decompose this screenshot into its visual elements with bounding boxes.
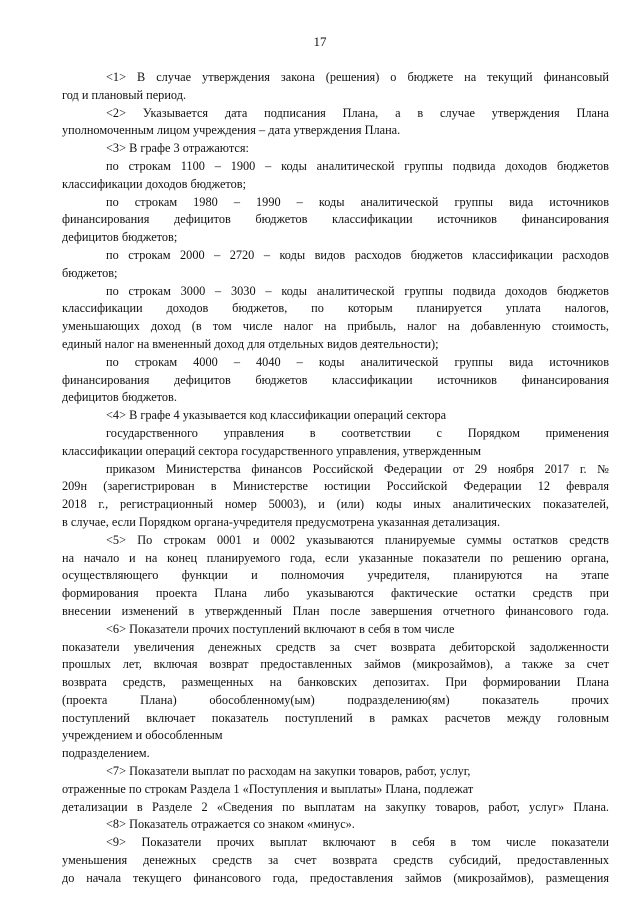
text-line: по строкам 4000 – 4040 – коды аналитической группы вида источников — [106, 354, 609, 369]
text-line: 209н (зарегистрирован в Министерстве юстиции Российской Федерации 12 февраля — [62, 479, 609, 494]
page-number: 17 — [313, 34, 327, 49]
text-line: осуществляющего функции и полномочия учредителя, планируются на этапе — [62, 568, 609, 583]
text-line: формирования проекта Плана либо указываются фактические остатки средств при — [62, 586, 609, 601]
text-line: <5> По строкам 0001 и 0002 указываются планируемые суммы остатков средств — [106, 532, 609, 547]
text-line: уполномоченным лицом учреждения – дата утверждения Плана. — [62, 123, 401, 138]
text-line: по строкам 1980 – 1990 – коды аналитической группы вида источников — [106, 194, 609, 209]
text-line: уменьшения денежных средств за счет возврата средств субсидий, предоставленных — [62, 853, 609, 868]
text-line: единый налог на вмененный доход для отдельных видов деятельности); — [62, 336, 439, 351]
text-line: год и плановый период. — [62, 87, 187, 102]
text-line: классификации доходов бюджетов; — [62, 176, 246, 191]
text-line: <8> Показатель отражается со знаком «минус». — [106, 817, 355, 832]
text-line: учреждением и обособленным — [62, 728, 223, 743]
text-line: <9> Показатели прочих выплат включают в себя в том числе показатели — [106, 835, 609, 850]
text-line: на начало и на конец планируемого года, если указанные показатели по решению органа, — [62, 550, 609, 565]
text-line: поступлений включает показатель поступлений в рамках расчетов между головным — [62, 710, 609, 725]
text-line: <3> В графе 3 отражаются: — [106, 141, 249, 156]
text-line: прошлых лет, включая возврат предоставленных займов (микрозаймов), а также за счет — [62, 657, 609, 672]
text-line: 2018 г., регистрационный номер 50003), и (или) коды иных аналитических показателей, — [62, 497, 609, 512]
text-line: бюджетов; — [62, 265, 118, 280]
text-line: классификации операций сектора государственного управления, утвержденным — [62, 443, 482, 458]
text-line: <7> Показатели выплат по расходам на закупки товаров, работ, услуг, — [106, 764, 471, 779]
text-line: в случае, если Порядком органа-учредителя предусмотрена указанная детализация. — [62, 514, 501, 529]
text-line: по строкам 1100 – 1900 – коды аналитической группы подвида доходов бюджетов — [106, 158, 609, 173]
text-line: <1> В случае утверждения закона (решения) о бюджете на текущий финансовый — [106, 70, 609, 84]
text-line: детализации в Разделе 2 «Сведения по выплатам на закупку товаров, работ, услуг» Плана. — [62, 799, 609, 814]
text-line: <6> Показатели прочих поступлений включают в себя в том числе — [106, 621, 455, 636]
text-line: классификации доходов бюджетов, по которым планируется уплата налогов, — [62, 301, 609, 316]
text-line: приказом Министерства финансов Российской Федерации от 29 ноября 2017 г. № — [106, 461, 609, 476]
text-line: (проекта Плана) обособленному(ым) подразделению(ям) показатель прочих — [62, 692, 609, 707]
text-line: подразделением. — [62, 746, 150, 761]
text-line: показатели увеличения денежных средств за счет возврата дебиторской задолженности — [62, 639, 609, 654]
text-line: дефицитов бюджетов; — [62, 230, 178, 245]
document-body — [62, 69, 609, 888]
text-line: государственного управления в соответствии с Порядком применения — [106, 425, 609, 440]
text-line: <4> В графе 4 указывается код классификации операций сектора — [106, 408, 447, 423]
text-line: финансирования дефицитов бюджетов классификации источников финансирования — [62, 212, 609, 227]
text-line: <2> Указывается дата подписания Плана, а в случае утверждения Плана — [106, 105, 609, 120]
text-line: по строкам 2000 – 2720 – коды видов расходов бюджетов классификации расходов — [106, 247, 609, 262]
text-line: отраженные по строкам Раздела 1 «Поступления и выплаты» Плана, подлежат — [62, 781, 474, 796]
text-line: до начала текущего финансового года, предоставления займов (микрозаймов), размещения — [62, 870, 609, 885]
text-line: уменьшающих доход (в том числе налог на прибыль, налог на добавленную стоимость, — [62, 319, 609, 334]
text-line: по строкам 3000 – 3030 – коды аналитической группы подвида доходов бюджетов — [106, 283, 609, 298]
text-line: внесении изменений в утвержденный План после завершения отчетного финансового года. — [62, 603, 609, 618]
text-line: дефицитов бюджетов. — [62, 390, 177, 405]
text-line: возврата средств, размещенных на банковских депозитах. При формировании Плана — [62, 675, 609, 690]
text-line: финансирования дефицитов бюджетов классификации источников финансирования — [62, 372, 609, 387]
